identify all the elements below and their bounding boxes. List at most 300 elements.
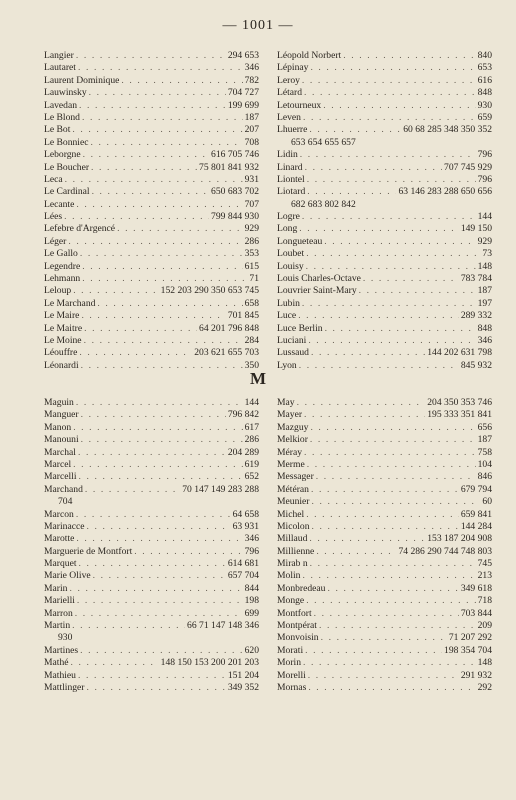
entry-name: Martin xyxy=(44,620,71,632)
dot-leader xyxy=(84,335,243,347)
index-entry xyxy=(277,124,492,136)
dot-leader xyxy=(316,471,476,483)
index-entry xyxy=(277,422,492,434)
index-entry xyxy=(277,211,492,223)
dot-leader xyxy=(363,273,459,285)
dot-leader xyxy=(82,261,242,273)
index-entry xyxy=(44,323,259,335)
entry-page-numbers: 187 xyxy=(477,434,492,446)
entry-page-numbers: 349 352 xyxy=(227,681,259,693)
index-entry xyxy=(277,347,492,359)
index-entry xyxy=(277,62,492,74)
entry-page-numbers: 614 681 xyxy=(227,558,259,570)
index-entry xyxy=(44,236,259,248)
entry-page-numbers: 63 146 283 288 650 656 xyxy=(398,186,492,198)
entry-page-numbers: 704 727 xyxy=(227,87,259,99)
entry-page-numbers: 848 xyxy=(477,322,492,334)
entry-page-numbers: 615 xyxy=(244,260,259,272)
entry-page-numbers: 187 xyxy=(477,285,492,297)
entry-page-numbers: 197 xyxy=(477,297,492,309)
dot-leader xyxy=(89,87,226,99)
dot-leader xyxy=(302,75,476,87)
index-entry xyxy=(277,261,492,273)
index-entry xyxy=(277,100,492,112)
dot-leader xyxy=(65,174,243,186)
entry-name: Molin xyxy=(277,570,301,582)
entry-name: Linard xyxy=(277,161,303,173)
entry-name: Marcon xyxy=(44,508,74,520)
entry-name: Marin xyxy=(44,582,68,594)
dot-leader xyxy=(69,583,242,595)
dot-leader xyxy=(72,620,185,632)
index-column-right-bottom xyxy=(277,397,492,694)
entry-name: Marcel xyxy=(44,458,72,470)
index-entry xyxy=(44,409,259,421)
entry-page-numbers: 840 xyxy=(477,50,492,61)
index-entry xyxy=(277,570,492,582)
entry-name: Mazguy xyxy=(277,421,309,433)
index-entry xyxy=(277,248,492,260)
entry-name: Marie Olive xyxy=(44,570,91,582)
dot-leader xyxy=(359,285,476,297)
entry-page-numbers: 745 xyxy=(477,558,492,570)
entry-page-numbers: 353 xyxy=(244,248,259,260)
dot-leader xyxy=(78,670,226,682)
entry-name: Leloup xyxy=(44,285,72,297)
entry-name: Marielli xyxy=(44,595,75,607)
index-entry xyxy=(44,261,259,273)
entry-page-numbers: 148 xyxy=(477,657,492,669)
entry-name: Messager xyxy=(277,471,314,483)
dot-leader xyxy=(78,62,243,74)
dot-leader xyxy=(85,484,180,496)
entry-page-numbers: 701 845 xyxy=(227,310,259,322)
entry-page-numbers: 682 683 802 842 xyxy=(291,198,356,210)
dot-leader xyxy=(297,397,426,409)
entry-name: Marquet xyxy=(44,558,77,570)
dot-leader xyxy=(73,422,242,434)
index-entry xyxy=(44,137,259,149)
entry-page-numbers: 929 xyxy=(477,235,492,247)
index-entry xyxy=(277,162,492,174)
entry-name: Le Maitre xyxy=(44,322,83,334)
entry-page-numbers: 758 xyxy=(477,446,492,458)
dot-leader xyxy=(72,124,242,136)
entry-page-numbers: 148 150 153 200 201 203 xyxy=(160,657,259,669)
index-entry xyxy=(44,570,259,582)
entry-page-numbers: 659 xyxy=(477,111,492,123)
entry-name: Monge xyxy=(277,595,305,607)
dot-leader xyxy=(76,199,242,211)
entry-page-numbers: 74 286 290 744 748 803 xyxy=(398,545,492,557)
entry-page-numbers: 204 350 353 746 xyxy=(427,397,492,408)
index-entry xyxy=(277,583,492,595)
entry-page-numbers: 286 xyxy=(244,235,259,247)
dot-leader xyxy=(134,546,242,558)
dot-leader xyxy=(87,682,226,694)
index-entry-continuation xyxy=(277,199,492,211)
entry-name: Millaud xyxy=(277,533,308,545)
entry-name: Léonardi xyxy=(44,359,79,371)
dot-leader xyxy=(304,447,476,459)
index-entry xyxy=(44,484,259,496)
dot-leader xyxy=(303,657,476,669)
dot-leader xyxy=(78,447,226,459)
entry-name: Lidin xyxy=(277,149,298,161)
entry-page-numbers: 286 xyxy=(244,434,259,446)
index-entry xyxy=(277,112,492,124)
entry-name: Luciani xyxy=(277,334,307,346)
index-entry xyxy=(44,162,259,174)
index-entry xyxy=(44,670,259,682)
entry-name: Morelli xyxy=(277,669,306,681)
index-entry xyxy=(44,50,259,62)
index-entry xyxy=(44,546,259,558)
entry-page-numbers: 718 xyxy=(477,595,492,607)
dot-leader xyxy=(306,248,480,260)
entry-page-numbers: 620 xyxy=(244,644,259,656)
dot-leader xyxy=(68,236,242,248)
entry-page-numbers: 658 xyxy=(244,297,259,309)
entry-name: Léger xyxy=(44,235,67,247)
entry-name: Millienne xyxy=(277,545,315,557)
entry-name: Montpérat xyxy=(277,620,317,632)
index-entry xyxy=(277,521,492,533)
entry-name: Le Blond xyxy=(44,111,80,123)
entry-name: Marcelli xyxy=(44,471,77,483)
entry-name: Marron xyxy=(44,607,73,619)
entry-page-numbers: 144 xyxy=(244,397,259,408)
dot-leader xyxy=(306,261,476,273)
entry-page-numbers: 75 801 841 932 xyxy=(199,161,259,173)
entry-page-numbers: 653 654 655 657 xyxy=(291,136,356,148)
index-entry xyxy=(44,422,259,434)
index-entry xyxy=(277,471,492,483)
index-entry xyxy=(277,298,492,310)
entry-name: Le Bonniec xyxy=(44,136,89,148)
entry-name: Michel xyxy=(277,508,305,520)
entry-page-numbers: 703 844 xyxy=(460,607,492,619)
dot-leader xyxy=(121,75,242,87)
entry-page-numbers: 844 xyxy=(244,582,259,594)
entry-name: Leborgne xyxy=(44,149,81,161)
page-number-header: — 1001 — xyxy=(222,18,294,33)
entry-name: Lefebre d'Argencé xyxy=(44,223,116,235)
entry-page-numbers: 699 xyxy=(244,607,259,619)
entry-page-numbers: 144 284 xyxy=(460,520,492,532)
dot-leader xyxy=(86,521,230,533)
index-entry xyxy=(44,459,259,471)
index-entry xyxy=(44,558,259,570)
section-letter-heading: M xyxy=(249,369,267,388)
index-entry xyxy=(44,112,259,124)
entry-name: Louvrier Saint-Mary xyxy=(277,285,357,297)
dot-leader xyxy=(84,323,197,335)
index-entry xyxy=(277,149,492,161)
index-entry xyxy=(44,186,259,198)
entry-page-numbers: 148 xyxy=(477,260,492,272)
index-entry xyxy=(44,645,259,657)
entry-name: Long xyxy=(277,223,298,235)
index-entry xyxy=(277,447,492,459)
entry-name: Le Boucher xyxy=(44,161,90,173)
index-entry xyxy=(277,409,492,421)
index-column-left-top xyxy=(44,50,259,372)
entry-name: Manon xyxy=(44,421,72,433)
dot-leader xyxy=(343,50,475,62)
entry-name: May xyxy=(277,397,295,408)
dot-leader xyxy=(308,670,459,682)
index-entry xyxy=(277,645,492,657)
entry-name: Leroy xyxy=(277,74,300,86)
entry-page-numbers: 930 xyxy=(58,632,73,644)
entry-page-numbers: 64 201 796 848 xyxy=(199,322,259,334)
entry-page-numbers: 207 xyxy=(244,124,259,136)
index-entry xyxy=(44,595,259,607)
entry-page-numbers: 346 xyxy=(244,62,259,74)
entry-page-numbers: 845 932 xyxy=(460,359,492,371)
dot-leader xyxy=(91,137,243,149)
dot-leader xyxy=(91,162,197,174)
index-entry xyxy=(44,62,259,74)
entry-name: Lautaret xyxy=(44,62,76,74)
dot-leader xyxy=(302,211,476,223)
entry-page-numbers: 289 332 xyxy=(460,310,492,322)
dot-leader xyxy=(307,459,476,471)
index-entry xyxy=(277,335,492,347)
index-entry xyxy=(277,285,492,297)
entry-page-numbers: 64 658 xyxy=(232,508,259,520)
entry-name: Laurent Dominique xyxy=(44,74,120,86)
dot-leader xyxy=(309,124,401,136)
index-entry xyxy=(277,50,492,62)
entry-name: Martines xyxy=(44,644,79,656)
entry-page-numbers: 783 784 xyxy=(460,273,492,285)
entry-name: Louisy xyxy=(277,260,304,272)
entry-name: Léopold Norbert xyxy=(277,50,342,61)
dot-leader xyxy=(79,100,226,112)
dot-leader xyxy=(76,509,231,521)
index-entry xyxy=(277,657,492,669)
entry-page-numbers: 60 xyxy=(482,496,492,508)
entry-name: Montfort xyxy=(277,607,312,619)
entry-name: Monbredeau xyxy=(277,582,326,594)
dot-leader xyxy=(325,323,476,335)
entry-page-numbers: 796 xyxy=(477,149,492,161)
dot-leader xyxy=(324,236,475,248)
entry-name: Lhuerre xyxy=(277,124,308,136)
entry-name: Maguin xyxy=(44,397,74,408)
dot-leader xyxy=(303,112,476,124)
entry-page-numbers: 203 621 655 703 xyxy=(194,347,259,359)
entry-name: Liotard xyxy=(277,186,306,198)
index-entry xyxy=(44,682,259,694)
dot-leader xyxy=(76,397,243,409)
entry-page-numbers: 782 xyxy=(244,74,259,86)
dot-leader xyxy=(312,521,459,533)
entry-page-numbers: 60 68 285 348 350 352 xyxy=(403,124,492,136)
entry-name: Mathé xyxy=(44,657,69,669)
index-entry xyxy=(277,546,492,558)
entry-name: Léouffre xyxy=(44,347,78,359)
entry-page-numbers: 350 xyxy=(244,359,259,371)
entry-page-numbers: 284 xyxy=(244,334,259,346)
index-entry xyxy=(44,434,259,446)
dot-leader xyxy=(71,657,159,669)
entry-page-numbers: 617 xyxy=(244,421,259,433)
index-entry xyxy=(277,459,492,471)
entry-page-numbers: 616 705 746 xyxy=(211,149,259,161)
entry-page-numbers: 796 842 xyxy=(227,409,259,421)
dot-leader xyxy=(305,162,442,174)
index-entry xyxy=(44,248,259,260)
entry-name: Le Moine xyxy=(44,334,82,346)
entry-page-numbers: 199 699 xyxy=(227,99,259,111)
index-entry xyxy=(277,223,492,235)
entry-page-numbers: 187 xyxy=(244,111,259,123)
index-entry xyxy=(44,521,259,533)
entry-name: Mattlinger xyxy=(44,681,85,693)
entry-page-numbers: 846 xyxy=(477,471,492,483)
entry-name: Leca xyxy=(44,173,63,185)
entry-page-numbers: 619 xyxy=(244,458,259,470)
dot-leader xyxy=(306,595,475,607)
entry-name: Marchand xyxy=(44,483,83,495)
entry-name: Louis Charles-Octave xyxy=(277,273,361,285)
dot-leader xyxy=(316,546,396,558)
entry-name: Meunier xyxy=(277,496,310,508)
entry-page-numbers: 144 202 631 798 xyxy=(427,347,492,359)
entry-name: Luce xyxy=(277,310,297,322)
entry-name: Letourneux xyxy=(277,99,322,111)
dot-leader xyxy=(304,87,476,99)
dot-leader xyxy=(308,682,475,694)
index-entry xyxy=(44,657,259,669)
dot-leader xyxy=(300,149,476,161)
entry-name: Méray xyxy=(277,446,303,458)
entry-page-numbers: 349 618 xyxy=(460,582,492,594)
dot-leader xyxy=(82,112,243,124)
index-entry xyxy=(277,87,492,99)
index-entry xyxy=(44,447,259,459)
entry-page-numbers: 346 xyxy=(477,334,492,346)
entry-page-numbers: 294 653 xyxy=(227,50,259,61)
entry-name: Lauwinsky xyxy=(44,87,87,99)
index-entry xyxy=(44,285,259,297)
index-entry xyxy=(277,670,492,682)
entry-page-numbers: 209 xyxy=(477,620,492,632)
index-entry-continuation xyxy=(44,496,259,508)
index-entry xyxy=(277,620,492,632)
entry-name: Lehmann xyxy=(44,273,81,285)
index-entry xyxy=(277,509,492,521)
index-entry xyxy=(277,273,492,285)
dot-leader xyxy=(314,608,459,620)
entry-name: Marinacce xyxy=(44,520,85,532)
dot-leader xyxy=(73,459,242,471)
entry-name: Loubet xyxy=(277,248,305,260)
entry-page-numbers: 291 932 xyxy=(460,669,492,681)
index-entry xyxy=(44,347,259,359)
dot-leader xyxy=(82,273,247,285)
index-entry xyxy=(44,124,259,136)
index-entry xyxy=(44,583,259,595)
entry-name: Le Cardinal xyxy=(44,186,90,198)
index-entry xyxy=(277,558,492,570)
index-entry-continuation xyxy=(44,632,259,644)
index-entry xyxy=(44,75,259,87)
dot-leader xyxy=(307,174,476,186)
entry-page-numbers: 848 xyxy=(477,87,492,99)
entry-page-numbers: 707 745 929 xyxy=(444,161,492,173)
entry-name: Morati xyxy=(277,644,304,656)
index-entry xyxy=(44,211,259,223)
entry-name: Le Maire xyxy=(44,310,80,322)
dot-leader xyxy=(309,533,425,545)
index-entry xyxy=(44,397,259,409)
dot-leader xyxy=(310,434,476,446)
dot-leader xyxy=(81,434,243,446)
entry-page-numbers: 152 203 290 350 653 745 xyxy=(160,285,259,297)
dot-leader xyxy=(306,509,459,521)
dot-leader xyxy=(97,298,242,310)
index-entry xyxy=(44,174,259,186)
entry-page-numbers: 104 xyxy=(477,458,492,470)
dot-leader xyxy=(323,100,475,112)
entry-page-numbers: 144 xyxy=(477,211,492,223)
dot-leader xyxy=(81,310,225,322)
index-entry xyxy=(44,509,259,521)
entry-page-numbers: 679 794 xyxy=(460,483,492,495)
dot-leader xyxy=(298,310,459,322)
dot-leader xyxy=(73,285,158,297)
entry-page-numbers: 213 xyxy=(477,570,492,582)
index-entry-continuation xyxy=(277,137,492,149)
index-entry xyxy=(44,223,259,235)
index-entry xyxy=(277,397,492,409)
entry-page-numbers: 70 147 149 283 288 xyxy=(182,483,259,495)
entry-page-numbers: 198 xyxy=(244,595,259,607)
index-entry xyxy=(44,335,259,347)
entry-page-numbers: 149 150 xyxy=(460,223,492,235)
entry-name: Lavedan xyxy=(44,99,78,111)
entry-page-numbers: 73 xyxy=(482,248,492,260)
entry-page-numbers: 195 333 351 841 xyxy=(427,409,492,421)
dot-leader xyxy=(308,335,475,347)
entry-name: Le Bot xyxy=(44,124,71,136)
dot-leader xyxy=(305,645,442,657)
dot-leader xyxy=(64,211,209,223)
entry-name: Manouni xyxy=(44,434,79,446)
index-column-right-top xyxy=(277,50,492,372)
index-entry xyxy=(44,608,259,620)
entry-page-numbers: 799 844 930 xyxy=(211,211,259,223)
entry-name: Le Gallo xyxy=(44,248,78,260)
entry-name: Mayer xyxy=(277,409,303,421)
entry-name: Marguerie de Montfort xyxy=(44,545,133,557)
index-entry xyxy=(44,149,259,161)
dot-leader xyxy=(117,223,243,235)
entry-name: Melkior xyxy=(277,434,308,446)
entry-name: Marchal xyxy=(44,446,76,458)
entry-page-numbers: 657 704 xyxy=(227,570,259,582)
dot-leader xyxy=(92,186,209,198)
dot-leader xyxy=(302,570,475,582)
entry-page-numbers: 346 xyxy=(244,533,259,545)
entry-name: Lussaud xyxy=(277,347,309,359)
entry-name: Manguer xyxy=(44,409,79,421)
entry-name: Lecante xyxy=(44,198,75,210)
